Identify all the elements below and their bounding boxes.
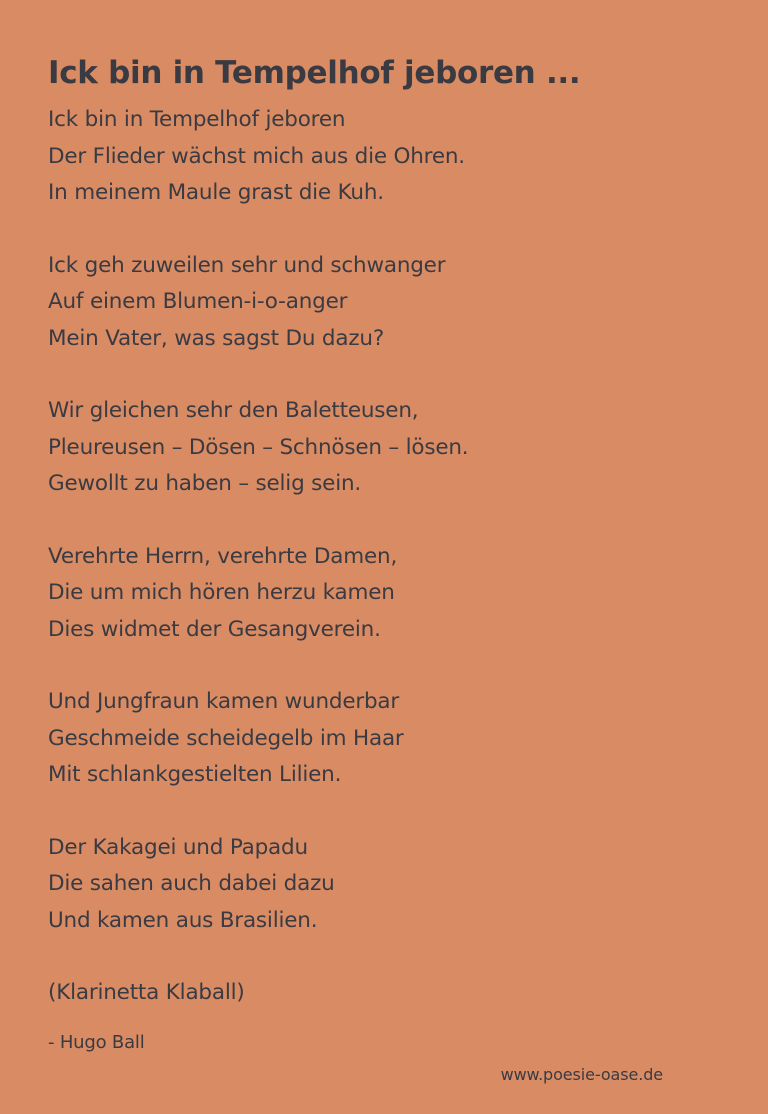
stanza-5 (48, 684, 728, 794)
poem-line: Und kamen aus Brasilien. (48, 907, 318, 933)
stanza-2 (48, 248, 728, 358)
poem-line: Verehrte Herrn, verehrte Damen, (48, 543, 398, 569)
poem-line: Der Kakagei und Papadu (48, 834, 308, 860)
poem-title: Ick bin in Tempelhof jeboren ... (48, 55, 581, 91)
poem-line: Der Flieder wächst mich aus die Ohren. (48, 143, 465, 169)
poem-card (48, 52, 728, 1056)
poem-line: Pleureusen – Dösen – Schnösen – lösen. (48, 434, 469, 460)
stanza-3 (48, 393, 728, 503)
stanza-1 (48, 102, 728, 212)
poem-line: Geschmeide scheidegelb im Haar (48, 725, 404, 751)
poem-line: Gewollt zu haben – selig sein. (48, 471, 362, 496)
poem-line: Mein Vater, was sagst Du dazu? (48, 325, 385, 351)
stanza-4 (48, 539, 728, 649)
poem-line: Und Jungfraun kamen wunderbar (48, 689, 400, 714)
poem-line: Wir gleichen sehr den Baletteusen, (48, 398, 419, 423)
website-url: www.poesie-oase.de (500, 1065, 663, 1084)
poem-line: Dies widmet der Gesangverein. (48, 616, 381, 642)
poem-line: Ick geh zuweilen sehr und schwanger (48, 252, 446, 278)
poem-line: Auf einem Blumen-i-o-anger (48, 289, 348, 314)
poem-line: Ick bin in Tempelhof jeboren (48, 107, 346, 132)
poem-line: Die sahen auch dabei dazu (48, 871, 335, 896)
poem-author: - Hugo Ball (48, 1031, 145, 1053)
poem-line: Mit schlankgestielten Lilien. (48, 762, 342, 787)
stanza-6 (48, 830, 728, 940)
poem-signature: (Klarinetta Klaball) (48, 980, 245, 1005)
poem-line: In meinem Maule grast die Kuh. (48, 180, 384, 205)
poem-line: Die um mich hören herzu kamen (48, 580, 395, 605)
